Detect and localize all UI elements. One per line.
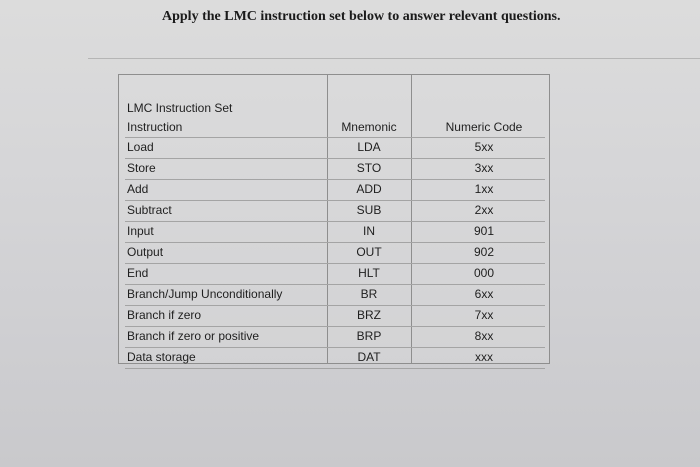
numeric-code-cell: 901 xyxy=(473,224,495,238)
column-divider-numeric-code xyxy=(411,75,412,363)
row-divider xyxy=(125,263,545,264)
table-title: LMC Instruction Set xyxy=(127,101,233,115)
numeric-code-cell: 3xx xyxy=(474,161,494,175)
horizontal-rule xyxy=(88,58,700,59)
mnemonic-cell: HLT xyxy=(358,266,380,280)
numeric-code-cell: 6xx xyxy=(474,287,494,301)
mnemonic-cell: STO xyxy=(356,161,382,175)
instruction-cell: Store xyxy=(127,161,156,175)
instruction-cell: Branch if zero or positive xyxy=(127,329,260,343)
row-divider xyxy=(125,179,545,180)
row-divider xyxy=(125,200,545,201)
header-numeric-code: Numeric Code xyxy=(445,120,523,134)
mnemonic-cell: BRZ xyxy=(357,308,381,322)
row-divider xyxy=(125,326,545,327)
numeric-code-cell: 5xx xyxy=(474,140,494,154)
row-divider xyxy=(125,305,545,306)
row-divider xyxy=(125,368,545,369)
numeric-code-cell: 1xx xyxy=(474,182,494,196)
instruction-cell: Output xyxy=(127,245,164,259)
instruction-cell: Data storage xyxy=(127,350,196,364)
mnemonic-cell: ADD xyxy=(356,182,382,196)
mnemonic-cell: OUT xyxy=(356,245,382,259)
header-mnemonic: Mnemonic xyxy=(341,120,397,134)
numeric-code-cell: 000 xyxy=(473,266,495,280)
numeric-code-cell: xxx xyxy=(475,350,493,364)
mnemonic-cell: LDA xyxy=(357,140,381,154)
mnemonic-cell: DAT xyxy=(357,350,381,364)
row-divider xyxy=(125,284,545,285)
numeric-code-cell: 8xx xyxy=(474,329,494,343)
instruction-cell: Branch/Jump Unconditionally xyxy=(127,287,283,301)
numeric-code-cell: 902 xyxy=(473,245,495,259)
instruction-cell: Branch if zero xyxy=(127,308,202,322)
row-divider xyxy=(125,242,545,243)
mnemonic-cell: IN xyxy=(363,224,375,238)
header-instruction: Instruction xyxy=(127,120,183,134)
lmc-instruction-table xyxy=(118,74,550,364)
mnemonic-cell: BR xyxy=(360,287,378,301)
mnemonic-cell: SUB xyxy=(356,203,382,217)
mnemonic-cell: BRP xyxy=(356,329,382,343)
numeric-code-cell: 2xx xyxy=(474,203,494,217)
numeric-code-cell: 7xx xyxy=(474,308,494,322)
row-divider xyxy=(125,221,545,222)
instruction-cell: Add xyxy=(127,182,149,196)
instruction-cell: Subtract xyxy=(127,203,172,217)
row-divider xyxy=(125,347,545,348)
row-divider xyxy=(125,137,545,138)
instruction-cell: Load xyxy=(127,140,154,154)
row-divider xyxy=(125,158,545,159)
instruction-cell: Input xyxy=(127,224,154,238)
page-heading: Apply the LMC instruction set below to answer relevant questions. xyxy=(162,9,561,24)
instruction-cell: End xyxy=(127,266,149,280)
